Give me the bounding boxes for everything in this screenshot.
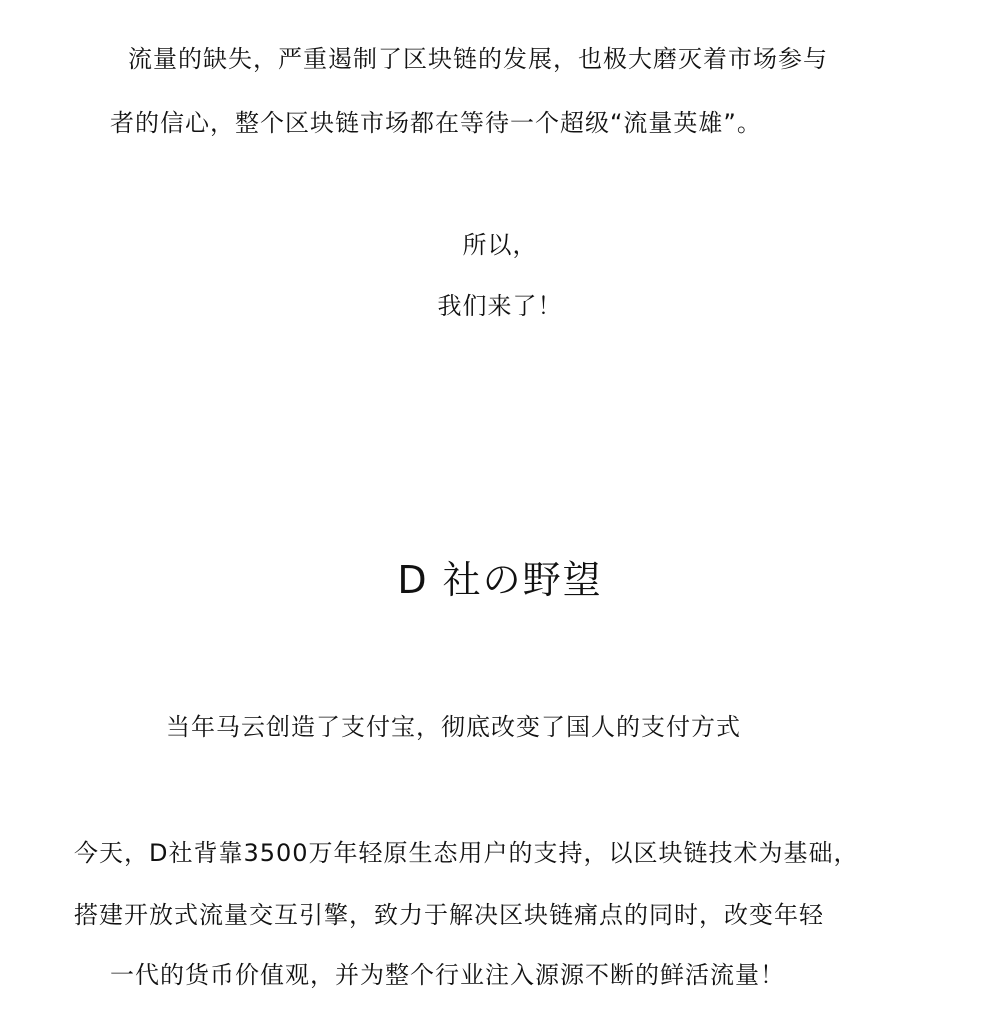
today-paragraph-line-2: 搭建开放式流量交互引擎，致力于解决区块链痛点的同时，改变年轻: [74, 901, 824, 929]
today-paragraph-line-1: 今天，D社背靠3500万年轻原生态用户的支持，以区块链技术为基础，: [74, 839, 859, 867]
transition-line-1: 所以，: [462, 231, 538, 259]
today-paragraph-line-3: 一代的货币价值观，并为整个行业注入源源不断的鲜活流量！: [110, 961, 785, 989]
section-title: D 社の野望: [397, 558, 603, 602]
transition-line-2: 我们来了！: [437, 292, 563, 320]
intro-paragraph-line-2: 者的信心，整个区块链市场都在等待一个超级“流量英雄”。: [110, 109, 762, 137]
history-sentence: 当年马云创造了支付宝，彻底改变了国人的支付方式: [166, 713, 741, 741]
intro-paragraph-line-1: 流量的缺失，严重遏制了区块链的发展，也极大磨灭着市场参与: [128, 45, 828, 73]
